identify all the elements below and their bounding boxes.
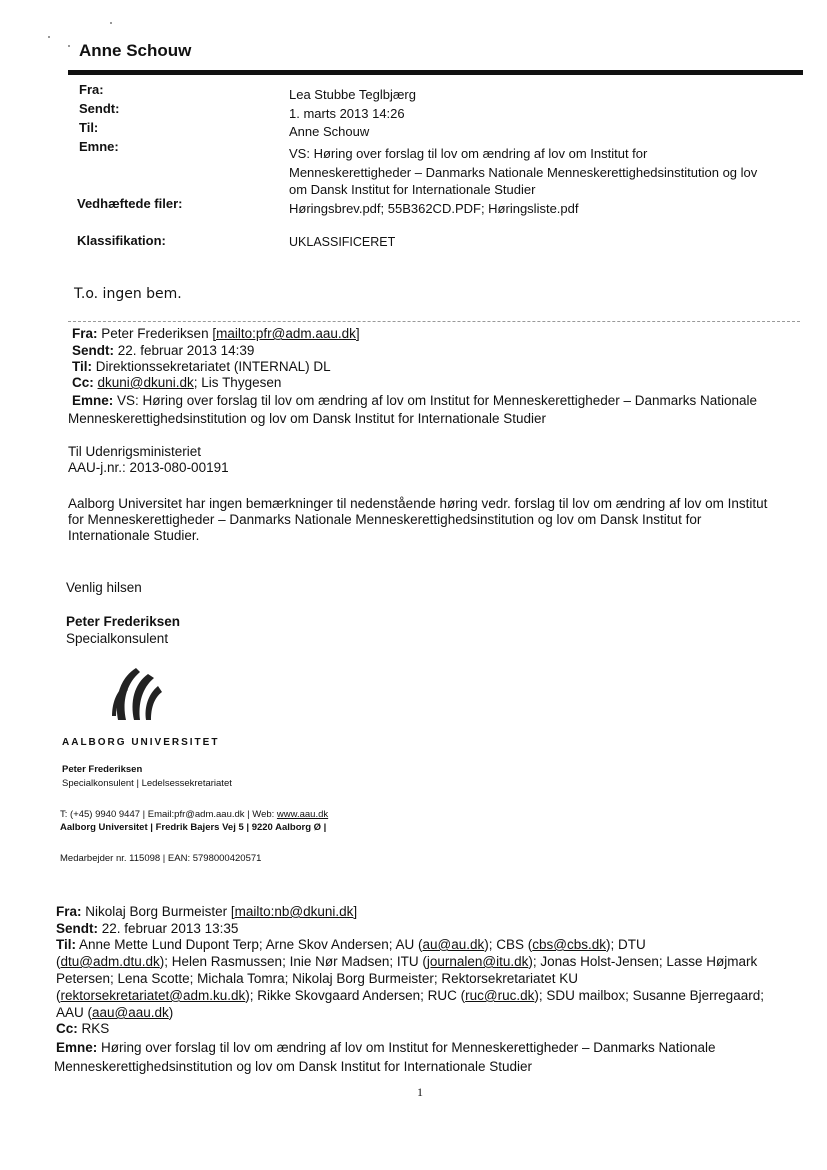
page-title: Anne Schouw [79,41,192,60]
email2-subject-line-1: Emne: VS: Høring over forslag til lov om ændring af lov om Institut for Menneskerettigheder – Danmarks Nationale [72,393,758,408]
signature-name: Peter Frederiksen [62,764,143,775]
body-line-1: Aalborg Universitet har ingen bemærkninger til nedenstående høring vedr. forslag til lov om ændring af lov om Institut [68,496,768,511]
scan-speck [110,22,112,24]
attachments-label: Vedhæftede filer: [77,196,183,211]
email3-sent-line: Sendt: 22. februar 2013 13:35 [56,921,239,936]
aau-email-link[interactable]: aau@aau.dk [92,1005,169,1020]
to-label: Til: [79,120,99,135]
aau-logo-icon [106,664,164,724]
email2-mailto-link[interactable]: [mailto:pfr@adm.aau.dk] [212,326,360,341]
sent-label: Sendt: [79,101,120,116]
greeting: Venlig hilsen [66,580,142,595]
title-rule [68,70,803,75]
email3-to-line-1: Til: Anne Mette Lund Dupont Terp; Arne Skov Andersen; AU (au@au.dk); CBS (cbs@cbs.dk); DTU [56,937,646,952]
from-label: Fra: [79,82,104,97]
ku-email-link[interactable]: rektorsekretariatet@adm.ku.dk [60,988,246,1003]
cbs-email-link[interactable]: cbs@cbs.dk [532,937,606,952]
signature-address: Aalborg Universitet | Fredrik Bajers Vej 5 | 9220 Aalborg Ø | [60,822,327,833]
email3-from-line: Fra: Nikolaj Borg Burmeister [mailto:nb@dkuni.dk] [56,904,358,919]
email2-cc-line: Cc: dkuni@dkuni.dk; Lis Thygesen [72,375,282,390]
signature-web-link[interactable]: www.aau.dk [276,809,329,820]
email2-from-line: Fra: Peter Frederiksen [mailto:pfr@adm.aau.dk] [72,326,360,341]
email2-sent-line: Sendt: 22. februar 2013 14:39 [72,343,255,358]
reply-text: T.o. ingen bem. [74,286,182,302]
email3-to-line-4: (rektorsekretariatet@adm.ku.dk); Rikke Skovgaard Andersen; RUC (ruc@ruc.dk); SDU mailbox; Susanne Bjerregaard; [56,988,764,1003]
email3-to-line-5: AAU (aau@aau.dk) [56,1005,174,1020]
sender-name: Peter Frederiksen [66,614,181,629]
from-value: Lea Stubbe Teglbjærg [289,87,416,102]
email3-subject-line-2: Menneskerettighedsinstitution og lov om Dansk Institut for Internationale Studier [54,1059,533,1074]
email3-mailto-link[interactable]: [mailto:nb@dkuni.dk] [230,904,358,919]
classification-label: Klassifikation: [77,233,166,248]
email3-to-line-3: Petersen; Lena Scotte; Michala Tomra; Nikolaj Borg Burmeister; Rektorsekretariatet KU [56,971,578,986]
separator [68,321,800,322]
email2-to-line: Til: Direktionssekretariatet (INTERNAL) DL [72,359,331,374]
classification-value: UKLASSIFICERET [289,235,396,249]
body-line-3: Internationale Studier. [68,528,200,543]
address-line-1: Til Udenrigsministeriet [68,444,202,459]
email3-cc-line: Cc: RKS [56,1021,110,1036]
itu-email-link[interactable]: journalen@itu.dk [426,954,529,969]
email2-cc-link[interactable]: dkuni@dkuni.dk [97,375,194,390]
au-email-link[interactable]: au@au.dk [422,937,485,952]
address-line-2: AAU-j.nr.: 2013-080-00191 [68,460,229,475]
signature-title: Specialkonsulent | Ledelsessekretariatet [62,778,232,789]
to-value: Anne Schouw [289,124,370,139]
dtu-email-link[interactable]: dtu@adm.dtu.dk [60,954,160,969]
ruc-email-link[interactable]: ruc@ruc.dk [465,988,535,1003]
email3-subject-line-1: Emne: Høring over forslag til lov om ændring af lov om Institut for Menneskerettigheder – Danmarks Nationale [56,1040,716,1055]
subject-label: Emne: [79,139,119,154]
subject-line-1: VS: Høring over forslag til lov om ændring af lov om Institut for [289,146,648,161]
page-number: 1 [417,1085,423,1099]
sender-title: Specialkonsulent [66,631,169,646]
email3-to-line-2: (dtu@adm.dtu.dk); Helen Rasmussen; Inie Nør Madsen; ITU (journalen@itu.dk); Jonas Holst-Jensen; Lasse Højmark [56,954,758,969]
scan-speck [48,36,50,38]
subject-line-3: om Dansk Institut for Internationale Studier [289,182,536,197]
logo-wordmark: AALBORG UNIVERSITET [62,737,220,748]
email2-subject-line-2: Menneskerettighedsinstitution og lov om Dansk Institut for Internationale Studier [68,411,547,426]
signature-contact: T: (+45) 9940 9447 | Email:pfr@adm.aau.dk | Web: www.aau.dk [60,809,329,820]
subject-line-2: Menneskerettigheder – Danmarks Nationale Menneskerettighedsinstitution og lov [289,165,758,180]
scan-speck [68,45,70,47]
sent-value: 1. marts 2013 14:26 [289,106,405,121]
attachments-value[interactable]: Høringsbrev.pdf; 55B362CD.PDF; Høringsliste.pdf [289,201,579,216]
body-line-2: for Menneskerettigheder – Danmarks Nationale Menneskerettighedsinstitution og lov om Dansk Institut for [68,512,702,527]
signature-employee: Medarbejder nr. 115098 | EAN: 5798000420571 [60,853,262,864]
